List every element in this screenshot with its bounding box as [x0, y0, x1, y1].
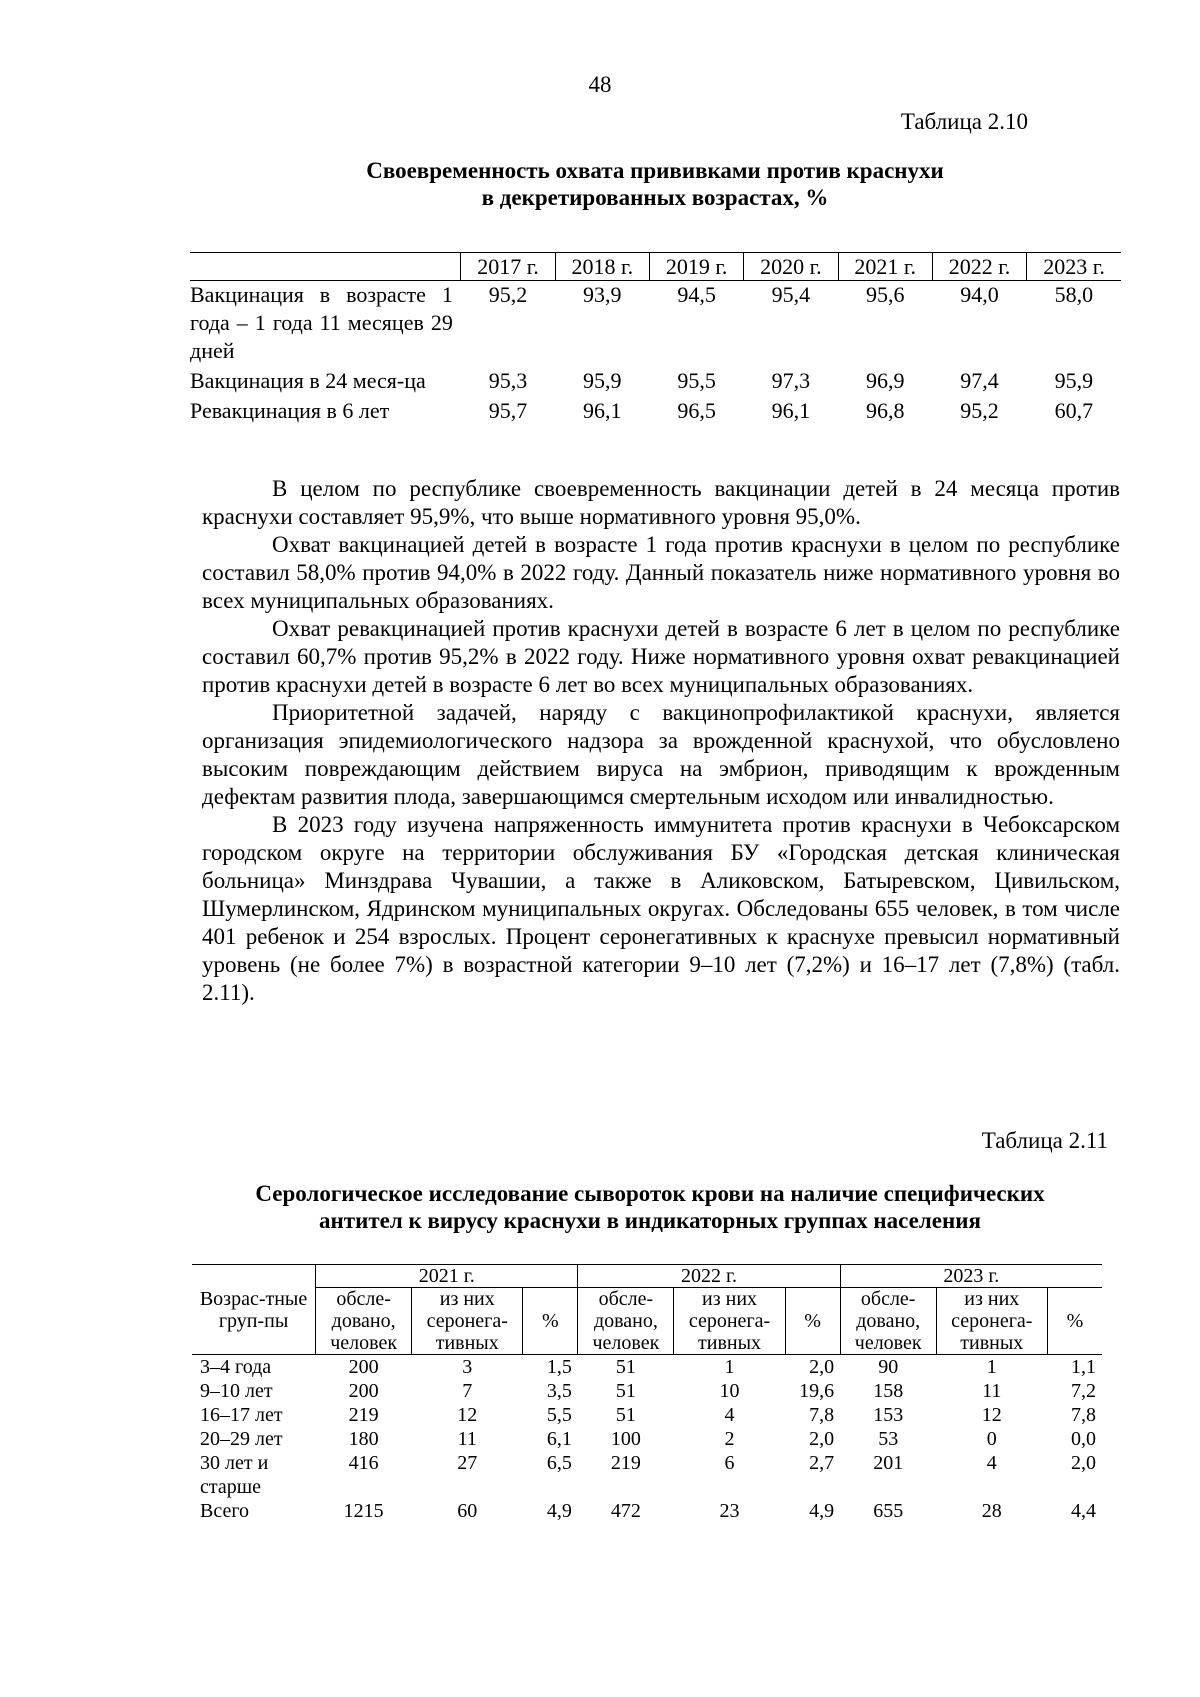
table2-subheader: обсле-довано, человек [840, 1288, 936, 1355]
table1-corner [190, 253, 461, 281]
cell-value: 60 [457, 1500, 478, 1522]
cell-value: 100 [610, 1428, 641, 1450]
table2-label: Таблица 2.11 [981, 1128, 1108, 1153]
row-label: Вакцинация в возрасте 1 года – 1 года 11 месяцев 29 дней [190, 282, 453, 363]
table2-subheader: из них серонега-тивных [674, 1288, 785, 1355]
cell-value: 95,2 [488, 282, 528, 307]
cell-value: 51 [615, 1404, 636, 1426]
cell-value: 95,3 [488, 368, 528, 393]
cell-value: 19,6 [799, 1380, 835, 1402]
table2-title-line1: Серологическое исследование сывороток крови на наличие специфических [255, 1181, 1045, 1206]
age-group: 16–17 лет [200, 1404, 283, 1426]
cell-value: 5,5 [546, 1404, 572, 1426]
cell-value: 12 [457, 1404, 478, 1426]
cell-value: 472 [610, 1500, 641, 1522]
cell-value: 4,9 [809, 1500, 835, 1522]
cell-value: 95,6 [865, 282, 905, 307]
cell-value: 153 [873, 1404, 904, 1426]
table1-title-line1: Своевременность охвата прививками против краснухи [366, 158, 944, 183]
cell-value: 51 [615, 1380, 636, 1402]
cell-value: 1,5 [546, 1356, 572, 1378]
cell-value: 7,2 [1071, 1380, 1096, 1402]
table2-title [150, 1180, 1150, 1234]
paragraph: В 2023 году изучена напряженность иммунитета против краснухи в Чебоксарском городском округе на территории обслуживания БУ «Городская детская клиническая больница» Минздрава Чувашии, а также в Аликовском, Батыревском, Цивильском, Шумерлинском, Ядринском муниципальных округах. Обследованы 655 человек, в том числе 401 ребенок и 254 взрослых. Процент серонегативных к краснухе превысил нормативный уровень (не более 7%) в возрастной категории 9–10 лет (7,2%) и 16–17 лет (7,8%) (табл. 2.11). [202, 812, 1120, 1005]
cell-value: 7 [462, 1380, 473, 1402]
cell-value: 95,9 [1054, 368, 1094, 393]
table2-year-row [192, 1265, 1102, 1288]
cell-value: 1215 [343, 1500, 384, 1522]
age-group: 30 лет и старше [200, 1452, 269, 1498]
cell-value: 2 [724, 1428, 735, 1450]
cell-value: 4 [986, 1452, 997, 1474]
table-row [192, 1355, 1102, 1380]
table1-year: 2018 г. [555, 253, 649, 281]
cell-value: 6,5 [546, 1452, 572, 1474]
cell-value: 180 [348, 1428, 379, 1450]
table2-year: 2022 г. [578, 1265, 840, 1288]
cell-value: 95,9 [583, 368, 622, 393]
table-row [190, 367, 1121, 397]
cell-value: 96,1 [583, 398, 622, 423]
cell-value: 23 [719, 1500, 740, 1522]
table1-year: 2023 г. [1027, 253, 1121, 281]
table2-subheader: % [1047, 1288, 1102, 1355]
table2-subheader: из них серонега-тивных [412, 1288, 523, 1355]
cell-value: 96,1 [771, 398, 811, 423]
table1-year: 2017 г. [461, 253, 555, 281]
age-group: 9–10 лет [200, 1380, 273, 1402]
table2-subheader: % [785, 1288, 840, 1355]
vaccination-table [190, 252, 1121, 425]
cell-value: 2,0 [809, 1428, 835, 1450]
paragraph: Приоритетной задачей, наряду с вакцинопрофилактикой краснухи, является организация эпидемиологического надзора за врожденной краснухой, что обусловлено высоким повреждающим действием вируса на эмбрион, приводящим к врожденным дефектам развития плода, завершающимся смертельным исходом или инвалидностью. [202, 700, 1120, 809]
cell-value: 201 [873, 1452, 904, 1474]
table2-subheader: обсле-довано, человек [316, 1288, 412, 1355]
table1-header-row [190, 253, 1121, 281]
table1-label: Таблица 2.10 [900, 109, 1028, 134]
table1-title-line2: в декретированных возрастах, % [481, 185, 829, 210]
cell-value: 4,9 [546, 1500, 572, 1522]
cell-value: 11 [457, 1428, 477, 1450]
cell-value: 53 [878, 1428, 899, 1450]
cell-value: 3,5 [546, 1380, 572, 1402]
cell-value: 94,5 [677, 282, 716, 307]
cell-value: 200 [348, 1356, 379, 1378]
table2-year: 2021 г. [316, 1265, 578, 1288]
serology-table [192, 1264, 1102, 1523]
row-label: Ревакцинация в 6 лет [190, 398, 390, 423]
cell-value: 96,8 [865, 398, 905, 423]
cell-value: 1 [724, 1356, 735, 1378]
cell-value: 51 [615, 1356, 636, 1378]
cell-value: 90 [878, 1356, 899, 1378]
cell-value: 28 [981, 1500, 1002, 1522]
cell-value: 10 [719, 1380, 740, 1402]
table1-title [190, 157, 1120, 211]
cell-value: 96,9 [865, 368, 905, 393]
table-row [192, 1499, 1102, 1523]
cell-value: 94,0 [960, 282, 999, 307]
row-label: Вакцинация в 24 меся-ца [190, 368, 426, 393]
age-group: Всего [200, 1500, 250, 1522]
cell-value: 95,4 [771, 282, 811, 307]
cell-value: 96,5 [677, 398, 716, 423]
cell-value: 0,0 [1071, 1428, 1096, 1450]
cell-value: 0 [986, 1428, 997, 1450]
cell-value: 200 [348, 1380, 379, 1402]
body-text [202, 475, 1120, 1007]
table2-subheader: % [523, 1288, 578, 1355]
cell-value: 1 [986, 1356, 997, 1378]
cell-value: 7,8 [809, 1404, 835, 1426]
cell-value: 60,7 [1054, 398, 1094, 423]
cell-value: 219 [348, 1404, 379, 1426]
table2-subheader: из них серонега-тивных [936, 1288, 1047, 1355]
table1-year: 2020 г. [744, 253, 838, 281]
table-row [190, 281, 1121, 368]
cell-value: 2,0 [809, 1356, 835, 1378]
cell-value: 58,0 [1054, 282, 1094, 307]
page-number: 48 [588, 72, 612, 97]
cell-value: 95,7 [488, 398, 528, 423]
table2-subheader: обсле-довано, человек [578, 1288, 674, 1355]
table-row [190, 397, 1121, 425]
paragraph: Охват ревакцинацией против краснухи детей в возрасте 6 лет в целом по республике составил 60,7% против 95,2% в 2022 году. Ниже нормативного уровня охват ревакцинацией против краснухи детей в возрасте 6 лет во всех муниципальных образованиях. [202, 616, 1120, 697]
cell-value: 655 [873, 1500, 904, 1522]
table2-year: 2023 г. [840, 1265, 1102, 1288]
paragraph: В целом по республике своевременность вакцинации детей в 24 месяца против краснухи составляет 95,9%, что выше нормативного уровня 95,0%. [202, 476, 1120, 529]
cell-value: 6 [724, 1452, 735, 1474]
table-row [192, 1379, 1102, 1403]
cell-value: 7,8 [1071, 1404, 1096, 1426]
cell-value: 12 [981, 1404, 1002, 1426]
cell-value: 3 [462, 1356, 473, 1378]
cell-value: 27 [457, 1452, 478, 1474]
table1-year: 2019 г. [649, 253, 743, 281]
cell-value: 97,4 [960, 368, 999, 393]
table1-year: 2021 г. [838, 253, 932, 281]
table2-subheader-row [192, 1288, 1102, 1355]
cell-value: 2,7 [809, 1452, 835, 1474]
table-row [192, 1451, 1102, 1499]
cell-value: 11 [982, 1380, 1002, 1402]
cell-value: 95,5 [677, 368, 716, 393]
cell-value: 158 [873, 1380, 904, 1402]
cell-value: 2,0 [1071, 1452, 1096, 1474]
paragraph: Охват вакцинацией детей в возрасте 1 года против краснухи в целом по республике составил 58,0% против 94,0% в 2022 году. Данный показатель ниже нормативного уровня во всех муниципальных образованиях. [202, 532, 1120, 613]
cell-value: 219 [610, 1452, 641, 1474]
age-group: 20–29 лет [200, 1428, 283, 1450]
cell-value: 416 [348, 1452, 379, 1474]
cell-value: 6,1 [546, 1428, 572, 1450]
table2-group-header: Возрас-тные груп-пы [192, 1265, 316, 1355]
cell-value: 4 [724, 1404, 735, 1426]
table-row [192, 1427, 1102, 1451]
age-group: 3–4 года [200, 1356, 272, 1378]
cell-value: 1,1 [1071, 1356, 1096, 1378]
table1-year: 2022 г. [932, 253, 1026, 281]
cell-value: 97,3 [771, 368, 811, 393]
table-row [192, 1403, 1102, 1427]
cell-value: 93,9 [583, 282, 622, 307]
cell-value: 95,2 [960, 398, 999, 423]
table2-title-line2: антител к вирусу краснухи в индикаторных группах населения [319, 1208, 981, 1233]
cell-value: 4,4 [1071, 1500, 1096, 1522]
